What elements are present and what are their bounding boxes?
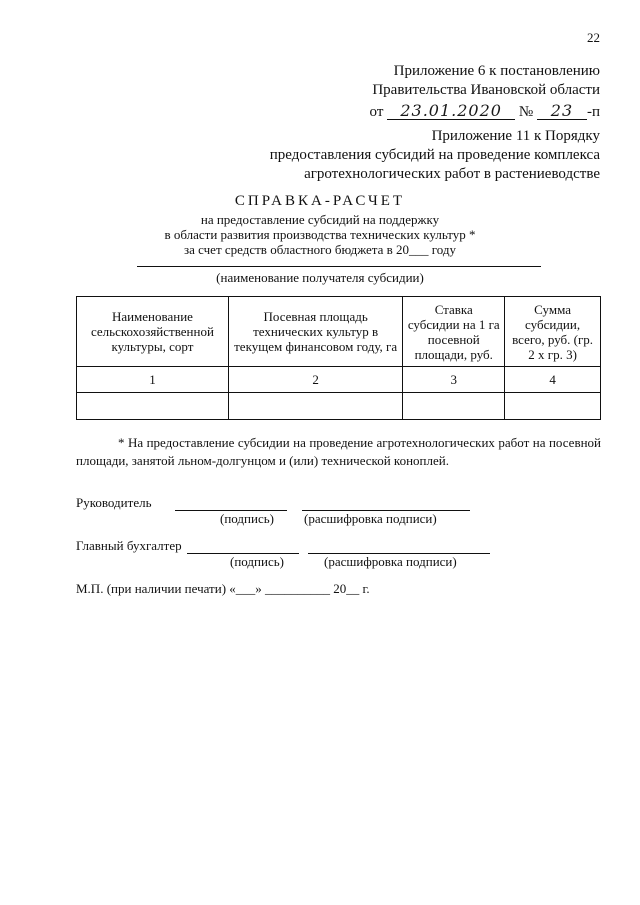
table-number-row (77, 367, 601, 393)
footnote-text: * На предоставление субсидии на проведение агротехнологических работ на посевной площади, занятой льном-долгунцом и (или) технической коноплей. (76, 435, 601, 468)
accountant-decode-line (308, 539, 490, 554)
table-cell (77, 393, 229, 420)
header-rate: Ставка субсидии на 1 га посевной площади, руб. (403, 297, 505, 367)
appendix-line-3: агротехнологических работ в растениеводстве (304, 166, 600, 182)
column-number: 3 (403, 367, 505, 393)
column-number: 1 (77, 367, 229, 393)
table-cell (403, 393, 505, 420)
column-number: 2 (228, 367, 402, 393)
table-row (77, 393, 601, 420)
handwritten-number: 23 (537, 102, 587, 120)
accountant-label: Главный бухгалтер (76, 538, 182, 553)
accountant-signature-row (76, 538, 490, 554)
footnote (76, 434, 601, 470)
stamp-line: М.П. (при наличии печати) «___» __________ 20__ г. (76, 581, 370, 596)
appendix-line-2: предоставления субсидий на проведение комплекса (269, 147, 600, 163)
document-title: СПРАВКА-РАСЧЕТ (234, 193, 406, 209)
head-decode-caption: (расшифровка подписи) (304, 511, 437, 526)
recipient-caption: (наименование получателя субсидии) (216, 270, 424, 285)
header-line-1: Приложение 6 к постановлению (393, 63, 600, 79)
head-decode-line (302, 496, 470, 511)
table-header-row (77, 297, 601, 367)
accountant-decode-caption: (расшифровка подписи) (324, 554, 457, 569)
column-number: 4 (505, 367, 601, 393)
header-sum: Сумма субсидии, всего, руб. (гр. 2 х гр. 3) (505, 297, 601, 367)
title-line-3: за счет средств областного бюджета в 20___ году (183, 242, 457, 257)
head-label: Руководитель (76, 495, 152, 510)
accountant-sign-caption: (подпись) (230, 554, 284, 569)
appendix-header (270, 127, 600, 184)
header-crop: Наименование сельскохозяйственной культуры, сорт (77, 297, 229, 367)
appendix-line-1: Приложение 11 к Порядку (431, 128, 600, 144)
title-line-2: в области развития производства технических культур * (164, 227, 476, 242)
header-date-line (370, 102, 600, 122)
number-label: № (518, 104, 534, 120)
head-sign-caption: (подпись) (220, 511, 274, 526)
number-suffix: -п (586, 104, 600, 120)
recipient-line (137, 266, 541, 267)
page-number: 22 (587, 30, 600, 45)
table-cell (228, 393, 402, 420)
header-area: Посевная площадь технических культур в текущем финансовом году, га (228, 297, 402, 367)
header-line-2: Правительства Ивановской области (372, 82, 600, 98)
head-signature-row (76, 495, 470, 511)
head-signature-line (175, 496, 287, 511)
handwritten-date: 23.01.2020 (387, 102, 515, 120)
from-label: от (369, 104, 384, 120)
calculation-table (76, 296, 601, 420)
resolution-header (370, 62, 600, 122)
accountant-signature-line (187, 539, 299, 554)
title-line-1: на предоставление субсидий на поддержку (200, 212, 440, 227)
table-cell (505, 393, 601, 420)
